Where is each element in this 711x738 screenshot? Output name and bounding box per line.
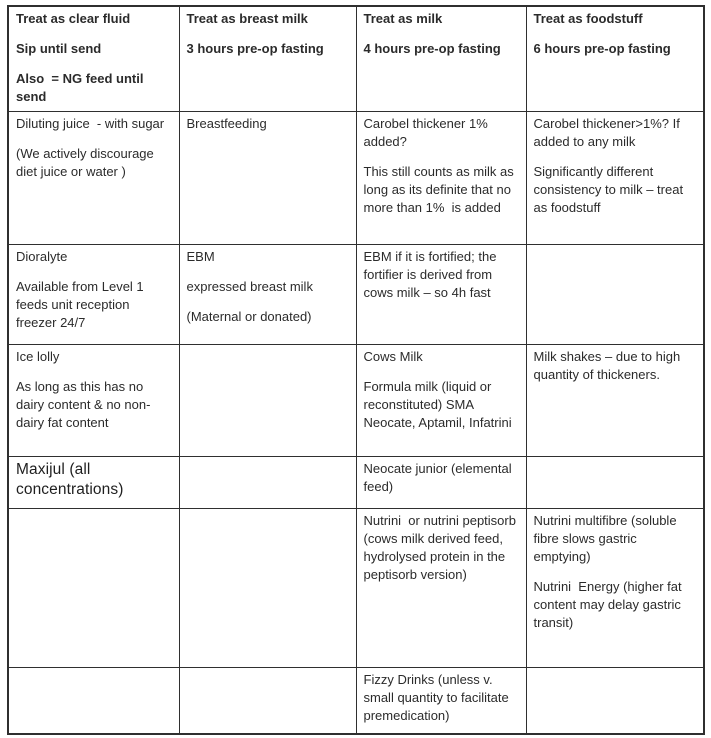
cell-r0-c0 [8,6,179,111]
cell-r5-c1 [179,508,356,667]
cell-paragraph: Nutrini Energy (higher fat content may delay gastric transit) [533,578,686,630]
cell-r3-c3 [526,344,704,456]
cell-r4-c0 [8,456,179,508]
cell-r3-c1 [179,344,356,456]
cell-r1-c1 [179,111,356,244]
header-paragraph: Treat as foodstuff [533,11,643,26]
cell-r0-c3 [526,6,704,111]
cell-r6-c1 [179,667,356,734]
header-paragraph: 3 hours pre-op fasting [186,41,324,56]
header-paragraph: Treat as milk [363,11,443,26]
cell-paragraph: Carobel thickener 1% added? [363,115,492,149]
table-body [8,6,704,734]
cell-r5-c3 [526,508,704,667]
cell-r3-c0 [8,344,179,456]
cell-r1-c0 [8,111,179,244]
cell-r6-c3 [526,667,704,734]
cell-r0-c1 [179,6,356,111]
cell-paragraph: (Maternal or donated) [186,308,312,324]
table-row [8,111,704,244]
table-row [8,508,704,667]
cell-paragraph: EBM [186,248,215,264]
cell-r1-c2 [356,111,526,244]
table-row [8,667,704,734]
table-row [8,244,704,344]
cell-r4-c3 [526,456,704,508]
cell-paragraph: Significantly different consistency to milk – treat as foodstuff [533,163,687,215]
cell-r5-c0 [8,508,179,667]
cell-paragraph: Nutrini or nutrini peptisorb (cows milk derived feed, hydrolysed protein in the peptisorb version) [363,512,520,582]
cell-paragraph: Formula milk (liquid or reconstituted) SMA Neocate, Aptamil, Infatrini [363,378,512,430]
cell-paragraph: expressed breast milk [186,278,313,294]
cell-r3-c2 [356,344,526,456]
cell-paragraph: (We actively discourage diet juice or water ) [16,145,158,179]
cell-paragraph: Milk shakes – due to high quantity of thickeners. [533,348,684,382]
cell-paragraph: EBM if it is fortified; the fortifier is derived from cows milk – so 4h fast [363,248,501,300]
cell-r6-c2 [356,667,526,734]
cell-paragraph: As long as this has no dairy content & no non-dairy fat content [16,378,151,430]
cell-paragraph: Fizzy Drinks (unless v. small quantity to facilitate premedication) [363,671,513,723]
header-row [8,6,704,111]
cell-paragraph: Available from Level 1 feeds unit reception freezer 24/7 [16,278,148,330]
cell-r6-c0 [8,667,179,734]
cell-paragraph: This still counts as milk as long as its definite that no more than 1% is added [363,163,518,215]
fasting-guidelines-table [7,5,705,735]
header-paragraph: Also = NG feed until send [16,71,148,104]
cell-r4-c1 [179,456,356,508]
header-paragraph: 4 hours pre-op fasting [363,41,501,56]
cell-r2-c3 [526,244,704,344]
cell-paragraph: Neocate junior (elemental feed) [363,460,516,494]
cell-r2-c0 [8,244,179,344]
cell-paragraph: Ice lolly [16,348,60,364]
cell-paragraph: Dioralyte [16,248,68,264]
cell-paragraph: Maxijul (all concentrations) [16,460,124,498]
header-paragraph: Treat as clear fluid [16,11,131,26]
header-paragraph: 6 hours pre-op fasting [533,41,671,56]
cell-r2-c1 [179,244,356,344]
cell-r4-c2 [356,456,526,508]
cell-paragraph: Diluting juice - with sugar [16,115,165,131]
cell-r1-c3 [526,111,704,244]
cell-paragraph: Cows Milk [363,348,423,364]
cell-paragraph: Carobel thickener>1%? If added to any milk [533,115,684,149]
cell-r0-c2 [356,6,526,111]
cell-paragraph: Nutrini multifibre (soluble fibre slows gastric emptying) [533,512,681,564]
header-paragraph: Sip until send [16,41,102,56]
table-row [8,456,704,508]
header-paragraph: Treat as breast milk [186,11,308,26]
cell-r5-c2 [356,508,526,667]
cell-paragraph: Breastfeeding [186,115,267,131]
cell-r2-c2 [356,244,526,344]
table-row [8,344,704,456]
